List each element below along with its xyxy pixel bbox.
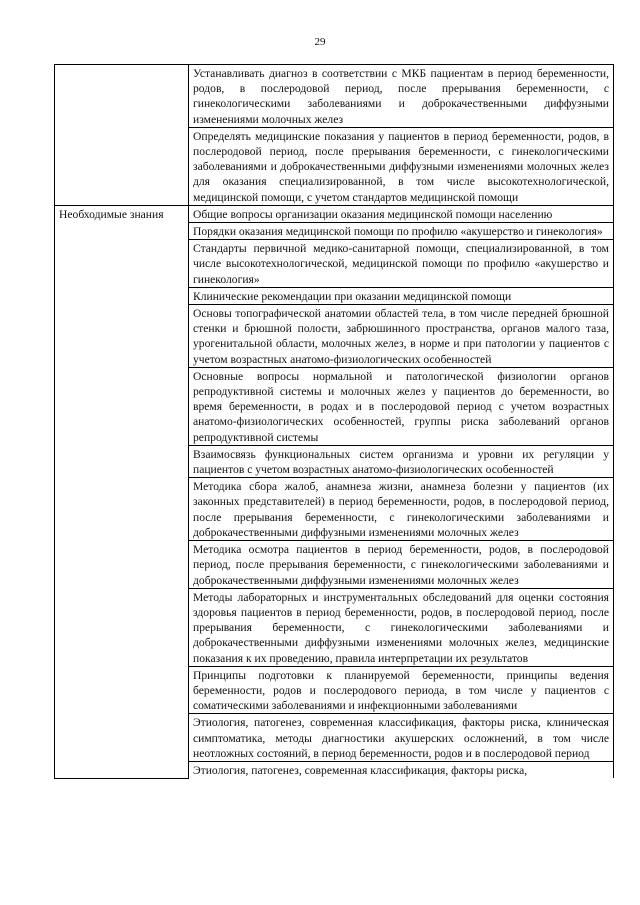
knowledge-cell: Порядки оказания медицинской помощи по профилю «акушерство и гинекология» (189, 223, 614, 240)
knowledge-cell: Взаимосвязь функциональных систем организма и уровни их регуляции у пациентов с учетом возрастных анатомо-физиологических особенностей (189, 445, 614, 477)
knowledge-cell: Общие вопросы организации оказания медицинской помощи населению (189, 205, 614, 222)
knowledge-cell: Методика сбора жалоб, анамнеза жизни, анамнеза болезни у пациентов (их законных представителей) в период беременности, родов, в послеродовой период, после прерывания беременности, с гинекологическими заболеваниями и доброкачественными диффузными изменениями молочных желез (189, 478, 614, 541)
knowledge-cell: Методы лабораторных и инструментальных обследований для оценки состояния здоровья пациентов в период беременности, родов, в послеродовой период, после прерывания беременности, с гинекологическими заболеваниями и доброкачественными диффузными изменениями молочных желез, медицинские показания к их проведению, правила интерпретации их результатов (189, 588, 614, 666)
knowledge-cell: Этиология, патогенез, современная классификация, факторы риска, клиническая симптоматика, методы диагностики акушерских осложнений, в том числе неотложных состояний, в период беременности, родов и в послеродовой период (189, 714, 614, 762)
knowledge-cell: Основы топографической анатомии областей тела, в том числе передней брюшной стенки и брюшной полости, забрюшинного пространства, органов малого таза, урогенитальной области, молочных желез, в норме и при патологии у пациентов с учетом возрастных анатомо-физиологических особенностей (189, 305, 614, 368)
knowledge-cell: Основные вопросы нормальной и патологической физиологии органов репродуктивной системы и молочных желез у пациентов до беременности, во время беременности, в родах и в послеродовой период с учетом возрастных анатомо-физиологических особенностей, группы риска заболеваний органов репродуктивной системы (189, 367, 614, 445)
empty-label-cell (55, 65, 189, 206)
table-row (55, 205, 614, 222)
skill-cell-indications: Определять медицинские показания у пациентов в период беременности, родов, в послеродовой период, после прерывания беременности, с гинекологическими заболеваниями и доброкачественными диффузными изменениями молочных желез для оказания специализированной, в том числе высокотехнологической, медицинской помощи, с учетом стандартов медицинской помощи (189, 127, 614, 205)
page-number: 29 (314, 36, 326, 48)
knowledge-label-cell: Необходимые знания (55, 205, 189, 778)
knowledge-cell: Принципы подготовки к планируемой беременности, принципы ведения беременности, родов и послеродового периода, в том числе у пациентов с соматическими заболеваниями и инфекционными заболеваниями (189, 666, 614, 714)
knowledge-cell-continued: Этиология, патогенез, современная классификация, факторы риска, (189, 761, 614, 778)
table-row (55, 65, 614, 128)
knowledge-cell: Клинические рекомендации при оказании медицинской помощи (189, 287, 614, 304)
knowledge-cell: Стандарты первичной медико-санитарной помощи, специализированной, в том числе высокотехнологической, медицинской помощи по профилю «акушерство и гинекология» (189, 240, 614, 288)
knowledge-cell: Методика осмотра пациентов в период беременности, родов, в послеродовой период, после прерывания беременности, с гинекологическими заболеваниями и доброкачественными диффузными изменениями молочных желез (189, 541, 614, 589)
competency-table (54, 64, 614, 779)
skill-cell-diagnosis: Устанавливать диагноз в соответствии с МКБ пациентам в период беременности, родов, в послеродовой период, после прерывания беременности, с гинекологическими заболеваниями и доброкачественными диффузными изменениями молочных желез (189, 65, 614, 128)
